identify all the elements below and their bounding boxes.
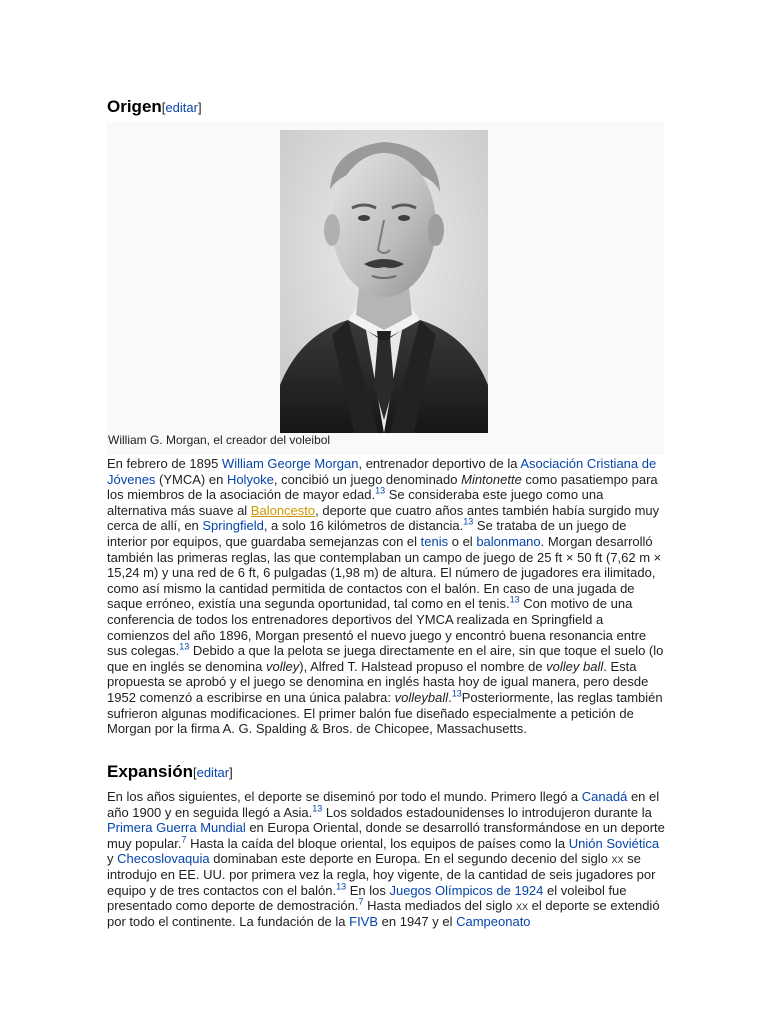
link-checoslovaquia[interactable]: Checoslovaquia [117, 851, 210, 867]
text: Se consideraba este juego como una alternativa más suave al [107, 487, 604, 518]
italic-term: volley [266, 658, 300, 674]
paragraph-origen [107, 456, 665, 737]
portrait-figure [107, 122, 664, 455]
portrait-photo[interactable] [280, 130, 488, 433]
text: ), Alfred T. Halstead propuso el nombre de [299, 658, 547, 674]
century-numeral: xx [611, 851, 624, 867]
footnote-ref[interactable]: 13 [179, 641, 190, 652]
text: , entrenador deportivo de la [358, 456, 521, 471]
footnote-ref[interactable]: 13 [312, 803, 323, 814]
edit-bracket-open: [ [192, 765, 197, 780]
text: , concibió un juego denominado [273, 471, 462, 487]
text: en 1947 y el [378, 913, 457, 929]
link-campeonato[interactable]: Campeonato [456, 913, 531, 929]
text: Los soldados estadounidenses lo introdujeron durante la [322, 804, 652, 820]
text: se introdujo en EE. UU. por primera vez la regla, hoy vigente, de la cantidad de seis jugadores por equipo y de tres contactos con el balón. [107, 851, 656, 898]
link-balonmano[interactable]: balonmano [476, 533, 541, 549]
figure-caption: William G. Morgan, el creador del voleibol [108, 433, 331, 447]
link-canada[interactable]: Canadá [581, 789, 628, 804]
section-heading-expansion [107, 762, 233, 783]
text: (YMCA) en [155, 471, 227, 487]
edit-section-link [193, 765, 233, 780]
text: , a solo 16 kilómetros de distancia. [263, 518, 464, 534]
text: en Europa Oriental, donde se desarrolló transformándose en un deporte muy popular. [107, 820, 665, 851]
footnote-ref[interactable]: 7 [358, 896, 364, 907]
text: como pasatiempo para los miembros de la asociación de mayor edad. [107, 471, 658, 503]
link-primera-guerra-mundial[interactable]: Primera Guerra Mundial [107, 820, 246, 836]
link-juegos-olimpicos-1924[interactable]: Juegos Olímpicos de 1924 [389, 882, 544, 898]
link-tenis[interactable]: tenis [420, 533, 449, 549]
text: En los años siguientes, el deporte se diseminó por todo el mundo. Primero llegó a [107, 789, 582, 804]
link-holyoke[interactable]: Holyoke [226, 471, 274, 487]
portrait-image [280, 130, 488, 433]
century-numeral: xx [516, 898, 529, 914]
footnote-ref[interactable]: 13 [336, 881, 347, 892]
italic-term: Mintonette [461, 471, 522, 487]
text: o el [448, 533, 477, 549]
link-baloncesto[interactable]: Baloncesto [250, 502, 316, 518]
text: Posteriormente, las reglas también sufrieron algunas modificaciones. El primer balón fue diseñado especialmente a petición de Morgan por la firma A. G. Spalding & Bros. de Chicopee, Massachusetts. [107, 689, 663, 737]
text: En febrero de 1895 [107, 456, 222, 471]
text: y [107, 851, 118, 867]
edit-section-link [162, 100, 202, 115]
edit-link[interactable]: editar [165, 100, 198, 115]
italic-term: volleyball [394, 689, 449, 705]
text: el voleibol fue presentado como deporte de demostración. [107, 882, 627, 914]
link-william-george-morgan[interactable]: William George Morgan [221, 456, 359, 471]
section-heading-origen [107, 97, 202, 118]
text: Con motivo de una conferencia de todos los entrenadores deportivos del YMCA realizada en Springfield a comienzos del año 1896, Morgan presentó el nuevo juego y encontró buena resonancia entre sus colegas. [107, 596, 647, 659]
text: Debido a que la pelota se juega directamente en el aire, sin que toque el suelo (lo que en inglés se denomina [107, 643, 664, 674]
heading-text: Expansión [107, 762, 193, 781]
footnote-ref[interactable]: 13 [375, 485, 386, 496]
paragraph-expansion [107, 789, 665, 929]
heading-text: Origen [107, 97, 162, 116]
edit-bracket-close: ] [197, 100, 202, 115]
link-asociacion-cristiana[interactable]: Asociación Cristiana de Jóvenes [107, 456, 657, 487]
italic-term: volley ball [546, 658, 604, 674]
text: , deporte que cuatro años antes también había surgido muy cerca de allí, en [107, 502, 660, 534]
link-springfield[interactable]: Springfield [202, 518, 264, 534]
edit-link[interactable]: editar [196, 765, 230, 780]
footnote-ref[interactable]: 13 [509, 595, 520, 606]
footnote-ref[interactable]: 13 [451, 688, 462, 699]
link-union-sovietica[interactable]: Unión Soviética [568, 835, 660, 851]
edit-bracket-open: [ [161, 100, 166, 115]
text: Hasta la caída del bloque oriental, los equipos de países como la [186, 835, 569, 851]
text: En los [346, 882, 390, 898]
footnote-ref[interactable]: 7 [181, 834, 187, 845]
footnote-ref[interactable]: 13 [463, 517, 474, 528]
text: Hasta mediados del siglo [363, 898, 516, 914]
text: . Morgan desarrolló también las primeras reglas, las que contemplaban un campo de juego de 25 ft × 50 ft (7,62 m × 15,24 m) y una red de 6 ft, 6 pulgadas (1,98 m) de altura. El número de jugadores era ilimitado, como así mismo la cantidad permitida de contactos con el balón. En caso de una jugada de saque erróneo, existía una segunda oportunidad, tal como en el tenis. [107, 533, 662, 612]
text: dominaban este deporte en Europa. En el segundo decenio del siglo [209, 851, 612, 867]
text: el deporte se extendió por todo el continente. La fundación de la [107, 898, 660, 929]
text: en el año 1900 y en seguida llegó a Asia. [107, 789, 660, 820]
text: . Esta propuesta se aprobó y el juego se denomina en inglés hasta hoy de igual manera, pero desde 1952 comenzó a escribirse en una única palabra: [107, 658, 649, 705]
text: . [448, 689, 452, 705]
edit-bracket-close: ] [229, 765, 233, 780]
link-fivb[interactable]: FIVB [349, 913, 379, 929]
text: Se trataba de un juego de interior por equipos, que guardaba semejanzas con el [107, 518, 627, 549]
